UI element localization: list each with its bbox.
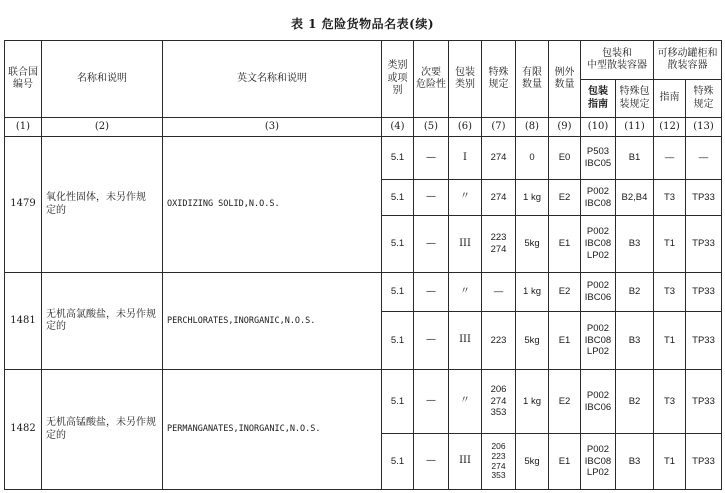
name-cn: 氧化性固体，未另作规 定的 [42, 137, 163, 273]
tank-instruction-cell: T3 [654, 273, 686, 312]
class-cell: 5.1 [382, 216, 414, 273]
table-row [5, 370, 722, 434]
header-row-1 [5, 41, 722, 80]
subsidiary-cell: — [414, 137, 449, 180]
tank-special-cell: TP33 [686, 312, 722, 370]
packing-instruction-cell: P503 IBC05 [581, 137, 616, 180]
excepted-qty-cell: E1 [549, 216, 581, 273]
class-cell: 5.1 [382, 434, 414, 490]
special-provisions-cell: 206 274 353 [482, 370, 516, 434]
col-number: (1) [5, 118, 42, 137]
class-cell: 5.1 [382, 180, 414, 216]
header-excepted-quantity: 例外 数量 [549, 41, 581, 118]
header-limited-quantity: 有限 数量 [516, 41, 549, 118]
excepted-qty-cell: E2 [549, 180, 581, 216]
table-row [5, 137, 722, 180]
class-cell: 5.1 [382, 312, 414, 370]
header-name-en: 英文名称和说明 [163, 41, 382, 118]
class-cell: 5.1 [382, 370, 414, 434]
limited-qty-cell: 1 kg [516, 273, 549, 312]
header-tank-instructions: 指南 [654, 80, 686, 118]
header-packing-group: 包装 类别 [449, 41, 482, 118]
limited-qty-cell: 5kg [516, 434, 549, 490]
tank-special-cell: TP33 [686, 216, 722, 273]
special-packing-cell: B2 [616, 273, 654, 312]
excepted-qty-cell: E1 [549, 434, 581, 490]
packing-group-cell: III [449, 312, 482, 370]
limited-qty-cell: 0 [516, 137, 549, 180]
excepted-qty-cell: E2 [549, 273, 581, 312]
special-packing-cell: B3 [616, 434, 654, 490]
header-packagings-ibc-group: 包装和 中型散装容器 [581, 41, 654, 80]
header-class: 类别 或项别 [382, 41, 414, 118]
limited-qty-cell: 5kg [516, 312, 549, 370]
special-provisions-cell: 274 [482, 180, 516, 216]
packing-instruction-cell: P002 IBC08 [581, 180, 616, 216]
special-packing-cell: B3 [616, 312, 654, 370]
name-en: PERMANGANATES,INORGANIC,N.O.S. [163, 370, 382, 490]
special-provisions-cell: 223 [482, 312, 516, 370]
col-number: (7) [482, 118, 516, 137]
header-special-packing: 特殊包 装规定 [616, 80, 654, 118]
tank-instruction-cell: T1 [654, 312, 686, 370]
special-packing-cell: B2 [616, 370, 654, 434]
packing-group-cell: III [449, 216, 482, 273]
excepted-qty-cell: E2 [549, 370, 581, 434]
name-cn: 无机高氯酸盐，未另作规 定的 [42, 273, 163, 370]
packing-group-cell: 〃 [449, 273, 482, 312]
packing-instruction-cell: P002 IBC06 [581, 370, 616, 434]
tank-instruction-cell: — [654, 137, 686, 180]
special-provisions-cell: — [482, 273, 516, 312]
header-special-provisions: 特殊 规定 [482, 41, 516, 118]
subsidiary-cell: — [414, 180, 449, 216]
packing-group-cell: III [449, 434, 482, 490]
subsidiary-cell: — [414, 216, 449, 273]
excepted-qty-cell: E1 [549, 312, 581, 370]
col-number: (9) [549, 118, 581, 137]
col-number: (13) [686, 118, 722, 137]
name-en: PERCHLORATES,INORGANIC,N.O.S. [163, 273, 382, 370]
special-packing-cell: B3 [616, 216, 654, 273]
col-number: (2) [42, 118, 163, 137]
header-un-number: 联合国 编号 [5, 41, 42, 118]
limited-qty-cell: 1 kg [516, 180, 549, 216]
subsidiary-cell: — [414, 370, 449, 434]
special-packing-cell: B1 [616, 137, 654, 180]
special-provisions-cell: 223 274 [482, 216, 516, 273]
tank-special-cell: TP33 [686, 370, 722, 434]
subsidiary-cell: — [414, 434, 449, 490]
limited-qty-cell: 5kg [516, 216, 549, 273]
tank-special-cell: TP33 [686, 434, 722, 490]
tank-instruction-cell: T3 [654, 180, 686, 216]
col-number: (4) [382, 118, 414, 137]
un-number: 1482 [5, 370, 42, 490]
col-number: (5) [414, 118, 449, 137]
special-provisions-cell: 206 223 274 353 [482, 434, 516, 490]
table-row [5, 273, 722, 312]
packing-instruction-cell: P002 IBC08 LP02 [581, 216, 616, 273]
un-number: 1479 [5, 137, 42, 273]
col-number: (10) [581, 118, 616, 137]
header-portable-tanks-group: 可移动罐柜和 散装容器 [654, 41, 722, 80]
packing-instruction-cell: P002 IBC08 LP02 [581, 434, 616, 490]
header-subsidiary-risk: 次要 危险性 [414, 41, 449, 118]
tank-special-cell: TP33 [686, 180, 722, 216]
col-number: (3) [163, 118, 382, 137]
column-number-row [5, 118, 722, 137]
tank-special-cell: — [686, 137, 722, 180]
packing-group-cell: I [449, 137, 482, 180]
col-number: (8) [516, 118, 549, 137]
col-number: (6) [449, 118, 482, 137]
limited-qty-cell: 1 kg [516, 370, 549, 434]
page-title: 表 1 危险货物品名表(续) [290, 17, 435, 31]
tank-special-cell: TP33 [686, 273, 722, 312]
tank-instruction-cell: T3 [654, 370, 686, 434]
tank-instruction-cell: T1 [654, 216, 686, 273]
name-en: OXIDIZING SOLID,N.O.S. [163, 137, 382, 273]
excepted-qty-cell: E0 [549, 137, 581, 180]
col-number: (11) [616, 118, 654, 137]
subsidiary-cell: — [414, 273, 449, 312]
col-number: (12) [654, 118, 686, 137]
un-number: 1481 [5, 273, 42, 370]
header-packing-instructions: 包装 指南 [581, 80, 616, 118]
name-cn: 无机高锰酸盐，未另作规 定的 [42, 370, 163, 490]
special-provisions-cell: 274 [482, 137, 516, 180]
header-tank-special: 特殊 规定 [686, 80, 722, 118]
subsidiary-cell: — [414, 312, 449, 370]
class-cell: 5.1 [382, 137, 414, 180]
packing-group-cell: 〃 [449, 370, 482, 434]
packing-instruction-cell: P002 IBC06 [581, 273, 616, 312]
dangerous-goods-table [4, 40, 722, 490]
tank-instruction-cell: T1 [654, 434, 686, 490]
class-cell: 5.1 [382, 273, 414, 312]
packing-group-cell: 〃 [449, 180, 482, 216]
special-packing-cell: B2,B4 [616, 180, 654, 216]
header-name-cn: 名称和说明 [42, 41, 163, 118]
packing-instruction-cell: P002 IBC08 LP02 [581, 312, 616, 370]
